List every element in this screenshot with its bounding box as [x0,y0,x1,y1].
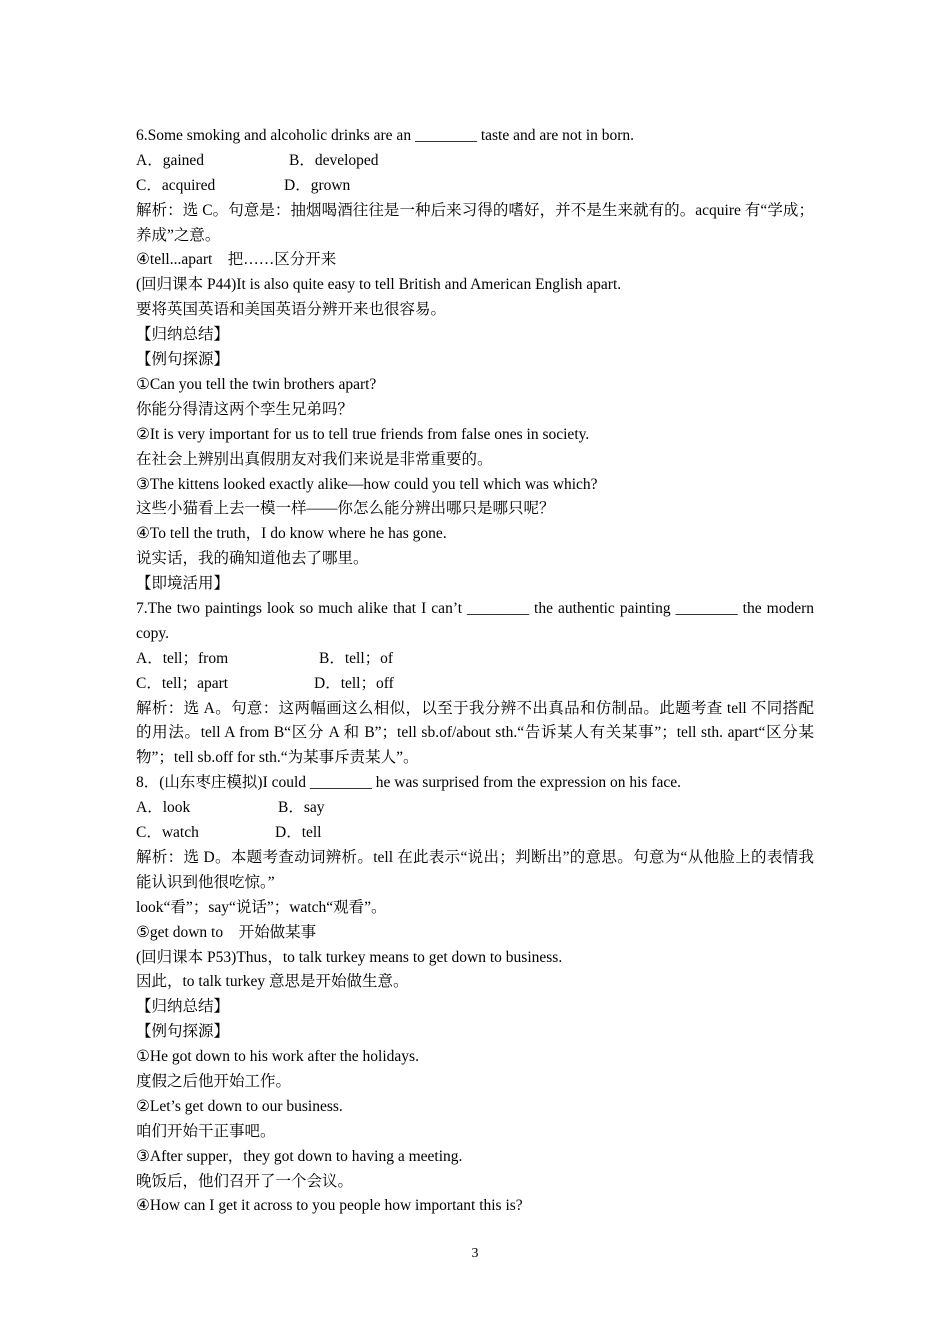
example-4: ④To tell the truth，I do know where he has gone. [136,525,447,543]
q6-option-c: C．acquired [136,176,216,194]
page-number: 3 [471,1246,479,1261]
q7-option-c: C．tell；apart [136,674,229,692]
example-1-translation: 你能分得清这两个孪生兄弟吗？ [136,400,354,418]
textbook-p53-translation: 因此，to talk turkey 意思是开始做生意。 [136,973,409,991]
gdt-example-3-translation: 晚饭后，他们召开了一个会议。 [136,1172,354,1190]
q7-option-a: A．tell；from [136,649,229,667]
q8-option-d: D．tell [275,824,322,842]
q7-option-b: B．tell；of [319,649,394,667]
q7-options-ab [136,647,814,672]
textbook-p53: (回归课本 P53)Thus，to talk turkey means to get down to business. [136,948,563,966]
example-3: ③The kittens looked exactly alike—how could you tell which was which? [136,475,598,493]
q8-options-ab [136,796,814,821]
gdt-example-1-translation: 度假之后他开始工作。 [136,1072,292,1090]
q6-explanation: 解析：选 C。句意是：抽烟喝酒往往是一种后来习得的嗜好，并不是生来就有的。acquire 有“学成；养成”之意。 [136,201,814,244]
example-label: 【例句探源】 [136,351,230,369]
q6-options-cd [136,174,814,199]
example-label-2: 【例句探源】 [136,1023,230,1041]
question-7: 7.The two paintings look so much alike that I can’t ________ the authentic painting ________ the modern copy. [136,599,814,642]
textbook-p44-translation: 要将英国英语和美国英语分辨开来也很容易。 [136,301,447,319]
example-2-translation: 在社会上辨别出真假朋友对我们来说是非常重要的。 [136,450,493,468]
example-3-translation: 这些小猫看上去一模一样——你怎么能分辨出哪只是哪只呢？ [136,500,555,518]
document-body [136,124,814,1219]
q8-option-b: B．say [278,799,325,817]
q7-option-d: D．tell；off [314,674,394,692]
q8-explanation: 解析：选 D。本题考查动词辨析。tell 在此表示“说出；判断出”的意思。句意为“从他脸上的表情我能认识到他很吃惊。” [136,848,814,891]
example-1: ①Can you tell the twin brothers apart? [136,375,377,393]
example-2: ②It is very important for us to tell true friends from false ones in society. [136,425,590,443]
gdt-example-2-translation: 咱们开始干正事吧。 [136,1122,276,1140]
example-4-translation: 说实话，我的确知道他去了哪里。 [136,550,369,568]
q8-explanation-2: look“看”；say“说话”；watch“观看”。 [136,898,387,916]
question-6: 6.Some smoking and alcoholic drinks are an ________ taste and are not in born. [136,127,635,144]
gdt-example-3: ③After supper，they got down to having a meeting. [136,1147,463,1165]
textbook-p44: (回归课本 P44)It is also quite easy to tell British and American English apart. [136,276,622,294]
q8-option-c: C．watch [136,824,199,842]
q6-options-ab [136,149,814,174]
q7-options-cd [136,672,814,697]
heading-tell-apart: ④tell...apart 把……区分开来 [136,251,337,269]
summary-label: 【归纳总结】 [136,326,230,344]
q6-option-d: D．grown [284,176,351,194]
question-8: 8．(山东枣庄模拟)I could ________ he was surprised from the expression on his face. [136,774,681,792]
heading-get-down-to: ⑤get down to 开始做某事 [136,923,317,941]
gdt-example-2: ②Let’s get down to our business. [136,1097,343,1115]
gdt-example-4: ④How can I get it across to you people how important this is? [136,1197,523,1215]
q7-explanation: 解析：选 A。句意：这两幅画这么相似，以至于我分辨不出真品和仿制品。此题考查 tell 不同搭配的用法。tell A from B“区分 A 和 B”；tell sb.of/about sth.“告诉某人有关某事”；tell sth. apart“区分某物”；tell sb.off for sth.“为某事斥责某人”。 [136,699,814,767]
q6-option-a: A．gained [136,151,205,169]
gdt-example-1: ①He got down to his work after the holidays. [136,1048,419,1066]
q6-option-b: B．developed [289,151,379,169]
q8-options-cd [136,821,814,846]
summary-label-2: 【归纳总结】 [136,998,230,1016]
apply-label: 【即境活用】 [136,575,230,593]
q8-option-a: A．look [136,799,191,817]
